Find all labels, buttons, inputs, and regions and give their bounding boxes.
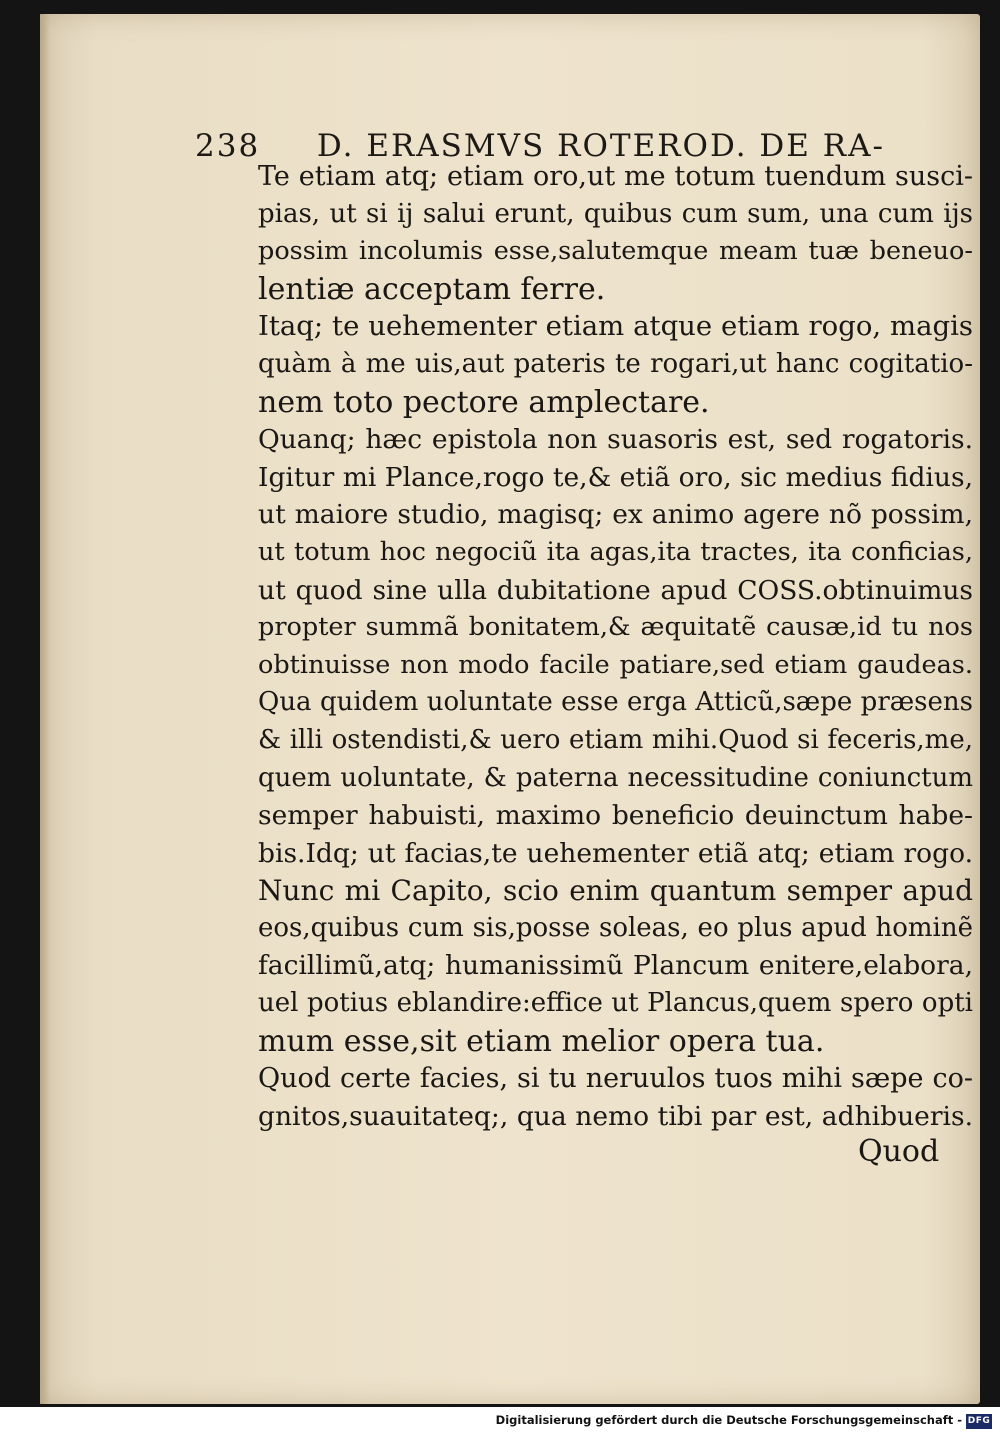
text-line: nem toto pectore amplectare. <box>258 384 710 420</box>
running-title: D. ERASMVS ROTEROD. DE RA- <box>316 128 885 164</box>
funding-credit: Digitalisierung gefördert durch die Deutsche Forschungsgemeinschaft - <box>495 1413 962 1427</box>
text-line: semper habuisti, maximo beneficio deuinctum habe- <box>258 800 973 832</box>
text-line: obtinuisse non modo facile patiare,sed etiam gaudeas. <box>258 649 973 680</box>
text-line: Igitur mi Plance,rogo te,& etiã oro, sic medius fidius, <box>258 461 973 493</box>
text-line: Itaq; te uehementer etiam atque etiam rogo, magis <box>258 310 973 343</box>
text-line: Qua quidem uoluntate esse erga Atticũ,sæpe præsens <box>258 687 973 718</box>
paragraph-5 <box>258 1060 973 1135</box>
text-line: ut quod sine ulla dubitatione apud COSS.obtinuimus <box>258 574 973 606</box>
text-line: lentiæ acceptam ferre. <box>258 271 606 307</box>
text-line: eos,quibus cum sis,posse soleas, eo plus apud hominẽ <box>258 912 973 943</box>
text-line: facillimũ,atq; humanissimũ Plancum enitere,elabora, <box>258 950 973 982</box>
text-line: propter summã bonitatem,& æquitatẽ causæ,id tu nos <box>258 612 973 643</box>
text-line: Quanq; hæc epistola non suasoris est, sed rogatoris. <box>258 424 973 456</box>
text-line: quàm à me uis,aut pateris te rogari,ut hanc cogitatio- <box>258 348 973 379</box>
paragraph-2 <box>258 308 973 421</box>
catchword: Quod <box>858 1134 940 1169</box>
text-line: ut totum hoc negociũ ita agas,ita tractes, ita conficias, <box>258 536 973 567</box>
text-line: & illi ostendisti,& uero etiam mihi.Quod si feceris,me, <box>258 724 973 755</box>
text-line: bis.Idq; ut facias,te uehementer etiã atq; etiam rogo. <box>258 837 973 869</box>
paragraph-4 <box>258 872 973 1060</box>
text-line: gnitos,suauitateq;, qua nemo tibi par est, adhibueris. <box>258 1100 973 1132</box>
text-line: Nunc mi Capito, scio enim quantum semper apud <box>258 874 973 908</box>
text-line: uel potius eblandire:effice ut Plancus,quem spero opti <box>258 988 973 1019</box>
text-line: Quod certe facies, si tu neruulos tuos mihi sæpe co- <box>258 1063 973 1095</box>
footer-bar <box>0 1407 1000 1433</box>
text-line: ut maiore studio, magisq; ex animo agere nõ possim, <box>258 499 973 531</box>
paragraph-3 <box>258 421 973 872</box>
text-block <box>258 158 973 1135</box>
text-line: possim incolumis esse,salutemque meam tuæ beneuo- <box>258 236 973 267</box>
text-line: Te etiam atq; etiam oro,ut me totum tuendum susci- <box>258 161 973 192</box>
text-line: mum esse,sit etiam melior opera tua. <box>258 1023 825 1059</box>
text-line: quem uoluntate, & paterna necessitudine coniunctum <box>258 762 973 793</box>
text-line: pias, ut si ij salui erunt, quibus cum sum, una cum ijs <box>258 198 973 229</box>
page-number: 238 <box>195 128 261 164</box>
paragraph-1 <box>258 158 973 308</box>
page-gutter-shadow <box>40 14 50 1404</box>
dfg-logo-icon: DFG <box>966 1414 992 1429</box>
